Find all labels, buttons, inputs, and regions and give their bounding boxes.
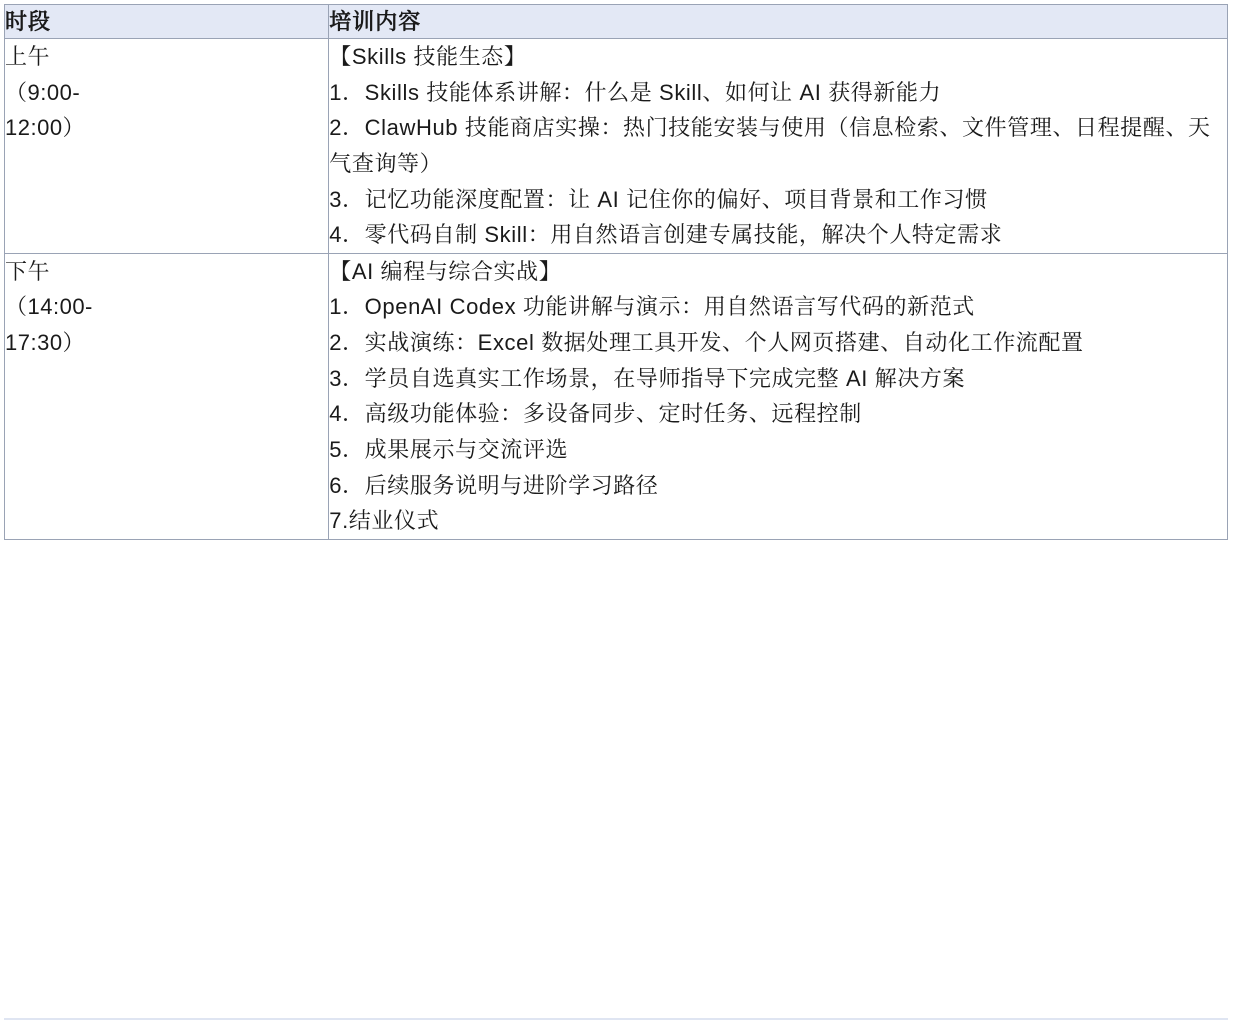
time-line: 12:00） — [5, 115, 86, 141]
time-cell-morning — [5, 39, 329, 254]
content-cell-afternoon — [329, 253, 1228, 539]
content-line: 4．零代码自制 Skill：用自然语言创建专属技能，解决个人特定需求 — [329, 222, 1003, 248]
content-line: 2．ClawHub 技能商店实操：热门技能安装与使用（信息检索、文件管理、日程提醒、天气查询等） — [329, 115, 1211, 176]
content-line: 5．成果展示与交流评选 — [329, 436, 569, 462]
time-line: 上午 — [5, 44, 51, 69]
document-page — [0, 4, 1234, 1026]
column-header-time: 时段 — [5, 5, 329, 39]
content-line: 3．记忆功能深度配置：让 AI 记住你的偏好、项目背景和工作习惯 — [329, 186, 988, 212]
content-line: 4．高级功能体验：多设备同步、定时任务、远程控制 — [329, 401, 862, 427]
table-row — [5, 253, 1228, 539]
time-line: 下午 — [5, 258, 51, 284]
table-row — [5, 39, 1228, 254]
time-line: （14:00- — [5, 294, 93, 320]
content-line: 7.结业仪式 — [329, 508, 440, 534]
time-line: 17:30） — [5, 330, 86, 355]
content-line: 3．学员自选真实工作场景，在导师指导下完成完整 AI 解决方案 — [329, 365, 966, 391]
time-line: （9:00- — [5, 79, 81, 105]
content-line: 1．Skills 技能体系讲解：什么是 Skill、如何让 AI 获得新能力 — [329, 79, 942, 105]
table-body — [5, 39, 1228, 540]
table-header-row — [5, 5, 1228, 39]
content-line: 1．OpenAI Codex 功能讲解与演示：用自然语言写代码的新范式 — [329, 294, 975, 320]
time-cell-afternoon — [5, 253, 329, 539]
content-cell-morning — [329, 39, 1228, 254]
content-line: 【Skills 技能生态】 — [329, 44, 527, 69]
content-line: 6．后续服务说明与进阶学习路径 — [329, 472, 659, 498]
training-schedule-table — [4, 4, 1228, 540]
content-line: 【AI 编程与综合实战】 — [329, 258, 562, 284]
column-header-content: 培训内容 — [329, 5, 1228, 39]
content-line: 2．实战演练：Excel 数据处理工具开发、个人网页搭建、自动化工作流配置 — [329, 330, 1084, 355]
table-header — [5, 5, 1228, 39]
footer-divider — [4, 1018, 1228, 1020]
